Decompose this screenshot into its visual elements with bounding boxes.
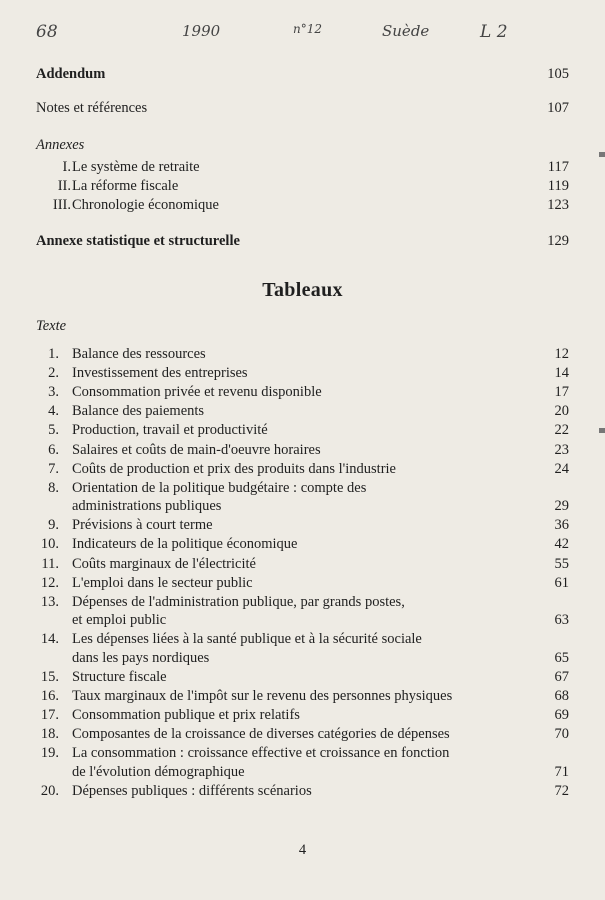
table-title	[72, 725, 532, 744]
table-page-number: 24	[554, 460, 569, 477]
table-page-number: 22	[554, 422, 569, 439]
table-title	[72, 555, 532, 574]
table-title-line: administrations publiques	[72, 498, 222, 515]
table-number: 17.	[40, 707, 59, 724]
text-subheading: Texte	[36, 318, 67, 334]
table-title	[72, 383, 532, 402]
toc-page-number: 119	[547, 178, 569, 194]
table-number: 1.	[48, 346, 59, 362]
table-entry	[36, 421, 569, 440]
handwritten-note: n°12	[293, 22, 322, 36]
handwritten-annotation	[0, 22, 605, 52]
table-page-number: 55	[554, 555, 569, 572]
toc-title: Chronologie économique	[72, 197, 219, 213]
table-title	[72, 402, 532, 421]
table-title-line: Balance des paiements	[72, 403, 205, 420]
table-title-line: La consommation : croissance effective et croissance en fonction	[72, 745, 450, 762]
table-title-line: Salaires et coûts de main-d'oeuvre horaires	[72, 441, 321, 458]
table-title-line: de l'évolution démographique	[72, 763, 245, 780]
table-entry	[36, 706, 569, 725]
table-title-line: Indicateurs de la politique économique	[72, 536, 298, 553]
table-title-line: L'emploi dans le secteur public	[72, 574, 253, 591]
table-entry	[36, 687, 569, 706]
table-page-number: 61	[554, 574, 569, 591]
annex-number: I.	[62, 159, 71, 175]
table-entry	[36, 383, 569, 402]
table-number: 12.	[40, 574, 59, 591]
table-title-line: Prévisions à court terme	[72, 517, 213, 534]
table-entry	[36, 555, 569, 574]
table-entry	[36, 668, 569, 687]
table-entry	[36, 574, 569, 593]
toc-title: La réforme fiscale	[72, 178, 179, 194]
table-number: 16.	[40, 688, 59, 704]
handwritten-note: Suède	[382, 22, 430, 40]
table-number: 3.	[48, 384, 59, 401]
annex-number: II.	[57, 178, 71, 194]
table-title-line: Investissement des entreprises	[72, 365, 248, 382]
table-number: 6.	[48, 441, 59, 458]
table-number: 20.	[40, 782, 59, 799]
table-title	[72, 460, 532, 479]
table-page-number: 68	[554, 688, 569, 704]
annex-number: III.	[52, 197, 71, 213]
table-entry	[36, 460, 569, 479]
table-title	[72, 479, 532, 516]
toc-page-number: 107	[547, 100, 569, 116]
table-page-number: 20	[554, 403, 569, 420]
table-entry	[36, 725, 569, 744]
table-title	[72, 535, 532, 554]
table-page-number: 72	[554, 782, 569, 799]
table-page-number: 14	[554, 365, 569, 382]
handwritten-note: 1990	[182, 22, 221, 40]
table-page-number: 17	[554, 384, 569, 401]
table-entry	[36, 402, 569, 421]
table-title	[72, 421, 532, 440]
table-title-line: et emploi public	[72, 612, 167, 629]
table-title-line: Composantes de la croissance de diverses catégories de dépenses	[72, 726, 450, 743]
table-entry	[36, 744, 569, 781]
table-number: 18.	[40, 726, 59, 743]
table-title-line: Dépenses publiques : différents scénarios	[72, 782, 312, 799]
table-entry	[36, 441, 569, 460]
toc-title: Annexe statistique et structurelle	[36, 233, 240, 249]
table-title	[72, 574, 532, 593]
toc-title: Notes et références	[36, 100, 148, 116]
table-title-line: Orientation de la politique budgétaire : compte des	[72, 479, 367, 496]
table-title-line: Structure fiscale	[72, 668, 167, 685]
table-title	[72, 516, 532, 535]
table-title	[72, 744, 532, 781]
table-number: 14.	[40, 631, 59, 648]
table-title-line: dans les pays nordiques	[72, 649, 210, 666]
toc-page-number: 129	[547, 233, 569, 249]
table-number: 5.	[48, 422, 59, 439]
table-number: 9.	[48, 517, 59, 534]
section-label: Annexes	[36, 137, 85, 153]
table-entry	[36, 364, 569, 383]
table-page-number: 65	[554, 649, 569, 666]
table-entry	[36, 630, 569, 667]
toc-title: Le système de retraite	[72, 159, 200, 175]
table-entry	[36, 593, 569, 630]
table-number: 13.	[40, 593, 59, 610]
table-entry	[36, 345, 569, 364]
table-title-line: Taux marginaux de l'impôt sur le revenu des personnes physiques	[72, 688, 453, 704]
table-title	[72, 687, 532, 706]
tables-heading: Tableaux	[262, 279, 343, 301]
table-title	[72, 593, 532, 630]
table-title-line: Balance des ressources	[72, 346, 206, 362]
table-title-line: Consommation privée et revenu disponible	[72, 384, 322, 401]
table-page-number: 29	[554, 498, 569, 515]
table-title-line: Coûts de production et prix des produits dans l'industrie	[72, 460, 396, 477]
table-title	[72, 782, 532, 801]
scan-edge-mark	[599, 428, 605, 433]
table-page-number: 23	[554, 441, 569, 458]
table-title	[72, 668, 532, 687]
table-entry	[36, 782, 569, 801]
table-page-number: 69	[554, 707, 569, 724]
table-page-number: 42	[554, 536, 569, 553]
table-page-number: 63	[554, 612, 569, 629]
table-page-number: 36	[554, 517, 569, 534]
table-number: 4.	[48, 403, 59, 420]
table-entry	[36, 535, 569, 554]
table-number: 11.	[41, 555, 59, 572]
table-title-line: Dépenses de l'administration publique, par grands postes,	[72, 593, 405, 610]
table-title-line: Consommation publique et prix relatifs	[72, 707, 300, 724]
table-number: 8.	[48, 479, 59, 496]
toc-page-number: 117	[547, 159, 569, 175]
table-page-number: 71	[554, 763, 569, 780]
table-title	[72, 364, 532, 383]
toc-title: Addendum	[36, 66, 106, 82]
table-number: 19.	[40, 745, 59, 762]
table-number: 10.	[40, 536, 59, 553]
table-number: 15.	[40, 668, 59, 685]
handwritten-note: 68	[36, 22, 58, 42]
table-page-number: 12	[554, 346, 569, 362]
toc-page-number: 123	[547, 197, 569, 213]
table-title-line: Coûts marginaux de l'électricité	[72, 555, 256, 572]
table-entry	[36, 516, 569, 535]
table-title	[72, 706, 532, 725]
table-page-number: 67	[554, 668, 569, 685]
table-title	[72, 441, 532, 460]
table-number: 2.	[48, 365, 59, 382]
table-title	[72, 345, 532, 364]
table-number: 7.	[48, 460, 59, 477]
table-title-line: Production, travail et productivité	[72, 422, 268, 439]
table-page-number: 70	[554, 726, 569, 743]
toc-page-number: 105	[547, 66, 569, 82]
table-entry	[36, 479, 569, 516]
page-number: 4	[298, 842, 307, 858]
handwritten-note: L 2	[480, 22, 508, 42]
scan-edge-mark	[599, 152, 605, 157]
table-title	[72, 630, 532, 667]
table-title-line: Les dépenses liées à la santé publique et à la sécurité sociale	[72, 631, 422, 648]
